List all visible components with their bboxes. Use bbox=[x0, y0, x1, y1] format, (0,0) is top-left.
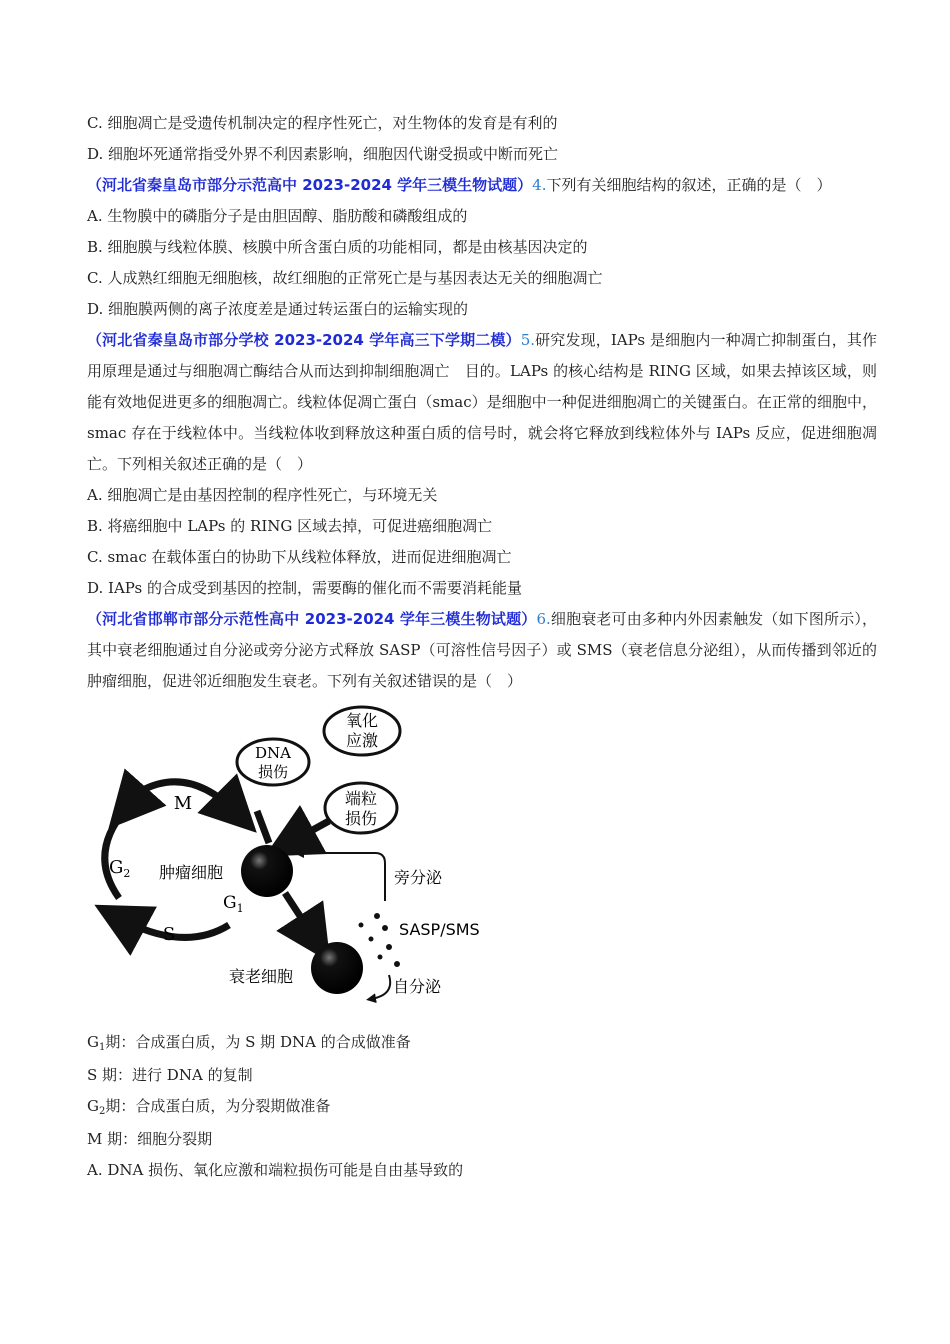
paracrine-arrow bbox=[299, 853, 385, 901]
q6-stem-text: 细胞衰老可由多种内外因素触发（如下图所示），其中衰老细胞通过自分泌或旁分泌方式释放 SASP（可溶性信号因子）或 SMS（衰老信息分泌组），从而传播到邻近的肿瘤细胞，促进邻近细胞发生衰老。下列有关叙述错误的是（ ） bbox=[87, 610, 877, 690]
sasp-sms-particles bbox=[359, 913, 401, 967]
q4-stem-text: 下列有关细胞结构的叙述，正确的是（ ） bbox=[546, 176, 832, 194]
q4-option-a: A. 生物膜中的磷脂分子是由胆固醇、脂肪酸和磷酸组成的 bbox=[87, 207, 468, 225]
q6-stem bbox=[87, 604, 877, 697]
phase-g1-label: $G_1$ bbox=[223, 893, 244, 915]
phase-m-label: M bbox=[173, 793, 193, 814]
telomere-arrow bbox=[289, 821, 329, 843]
q4-number: 4. bbox=[532, 176, 547, 194]
telomere-damage-label-1: 端粒 bbox=[344, 789, 378, 808]
dna-damage-label-2: 损伤 bbox=[257, 763, 289, 781]
tumor-cell bbox=[241, 845, 293, 897]
question-page bbox=[87, 108, 877, 1186]
q5-option-a: A. 细胞凋亡是由基因控制的程序性死亡，与环境无关 bbox=[87, 486, 438, 504]
q5-option-d: D. IAPs 的合成受到基因的控制，需要酶的催化而不需要消耗能量 bbox=[87, 579, 522, 597]
q4-option-b: B. 细胞膜与线粒体膜、核膜中所含蛋白质的功能相同，都是由核基因决定的 bbox=[87, 238, 588, 256]
cell-senescence-diagram bbox=[89, 703, 509, 1023]
q6-note-m: M 期：细胞分裂期 bbox=[87, 1130, 213, 1148]
q5-source: （河北省秦皇岛市部分学校 2023-2024 学年高三下学期二模） bbox=[87, 331, 521, 349]
q4-option-d: D. 细胞膜两侧的离子浓度差是通过转运蛋白的运输实现的 bbox=[87, 300, 469, 318]
q4-source: （河北省秦皇岛市部分示范高中 2023-2024 学年三模生物试题） bbox=[87, 176, 533, 194]
senescent-cell bbox=[311, 942, 363, 994]
tumor-cell-label: 肿瘤细胞 bbox=[159, 863, 224, 882]
q6-note-s: S 期：进行 DNA 的复制 bbox=[87, 1066, 253, 1084]
senescence-arrow bbox=[285, 893, 315, 939]
autocrine-label: 自分泌 bbox=[393, 977, 442, 996]
dna-damage-arrow bbox=[257, 811, 269, 843]
cycle-arrow-g2 bbox=[105, 808, 127, 898]
q5-option-c: C. smac 在载体蛋白的协助下从线粒体释放，进而促进细胞凋亡 bbox=[87, 548, 512, 566]
paracrine-label: 旁分泌 bbox=[394, 868, 443, 887]
q5-number: 5. bbox=[520, 331, 535, 349]
q3-option-d: D. 细胞坏死通常指受外界不利因素影响，细胞因代谢受损或中断而死亡 bbox=[87, 145, 559, 163]
oxidative-stress-label-1: 氧化 bbox=[345, 711, 379, 730]
q6-option-a: A. DNA 损伤、氧化应激和端粒损伤可能是自由基导致的 bbox=[87, 1161, 464, 1179]
phase-s-label: S bbox=[162, 924, 176, 945]
q5-option-b: B. 将癌细胞中 LAPs 的 RING 区域去掉，可促进癌细胞凋亡 bbox=[87, 517, 493, 535]
q6-number: 6. bbox=[536, 610, 551, 628]
autocrine-arrow bbox=[371, 975, 390, 999]
senescent-cell-label: 衰老细胞 bbox=[229, 967, 294, 986]
q6-source: （河北省邯郸市部分示范性高中 2023-2024 学年三模生物试题） bbox=[87, 610, 537, 628]
q5-stem-text: 研究发现，IAPs 是细胞内一种凋亡抑制蛋白，其作用原理是通过与细胞凋亡酶结合从而达到抑制细胞凋亡 目的。LAPs 的核心结构是 RING 区域，如果去掉该区域，则能有效地促进更多的细胞凋亡。线粒体促凋亡蛋白（smac）是细胞中一种促进细胞凋亡的关键蛋白。在正常的细胞中，smac 存在于线粒体中。当线粒体收到释放这种蛋白质的信号时，就会将它释放到线粒体外与 IAPs 反应，促进细胞凋亡。下列相关叙述正确的是（ ） bbox=[87, 331, 877, 473]
q4-stem bbox=[87, 170, 877, 201]
oxidative-stress-label-2: 应激 bbox=[345, 731, 379, 750]
diagram-svg bbox=[89, 703, 509, 1023]
phase-g2-label: $G_2$ bbox=[109, 857, 131, 880]
q5-stem bbox=[87, 325, 877, 480]
q6-note-g2: $G_2$期：合成蛋白质，为分裂期做准备 bbox=[87, 1097, 331, 1117]
q4-option-c: C. 人成熟红细胞无细胞核，故红细胞的正常死亡是与基因表达无关的细胞凋亡 bbox=[87, 269, 603, 287]
q6-note-g1: $G_1$期：合成蛋白质，为 S 期 DNA 的合成做准备 bbox=[87, 1033, 411, 1053]
sasp-sms-label: SASP/SMS bbox=[399, 920, 480, 939]
telomere-damage-label-2: 损伤 bbox=[344, 809, 378, 828]
dna-damage-label-1: DNA bbox=[255, 744, 291, 762]
q3-option-c: C. 细胞凋亡是受遗传机制决定的程序性死亡，对生物体的发育是有利的 bbox=[87, 114, 558, 132]
